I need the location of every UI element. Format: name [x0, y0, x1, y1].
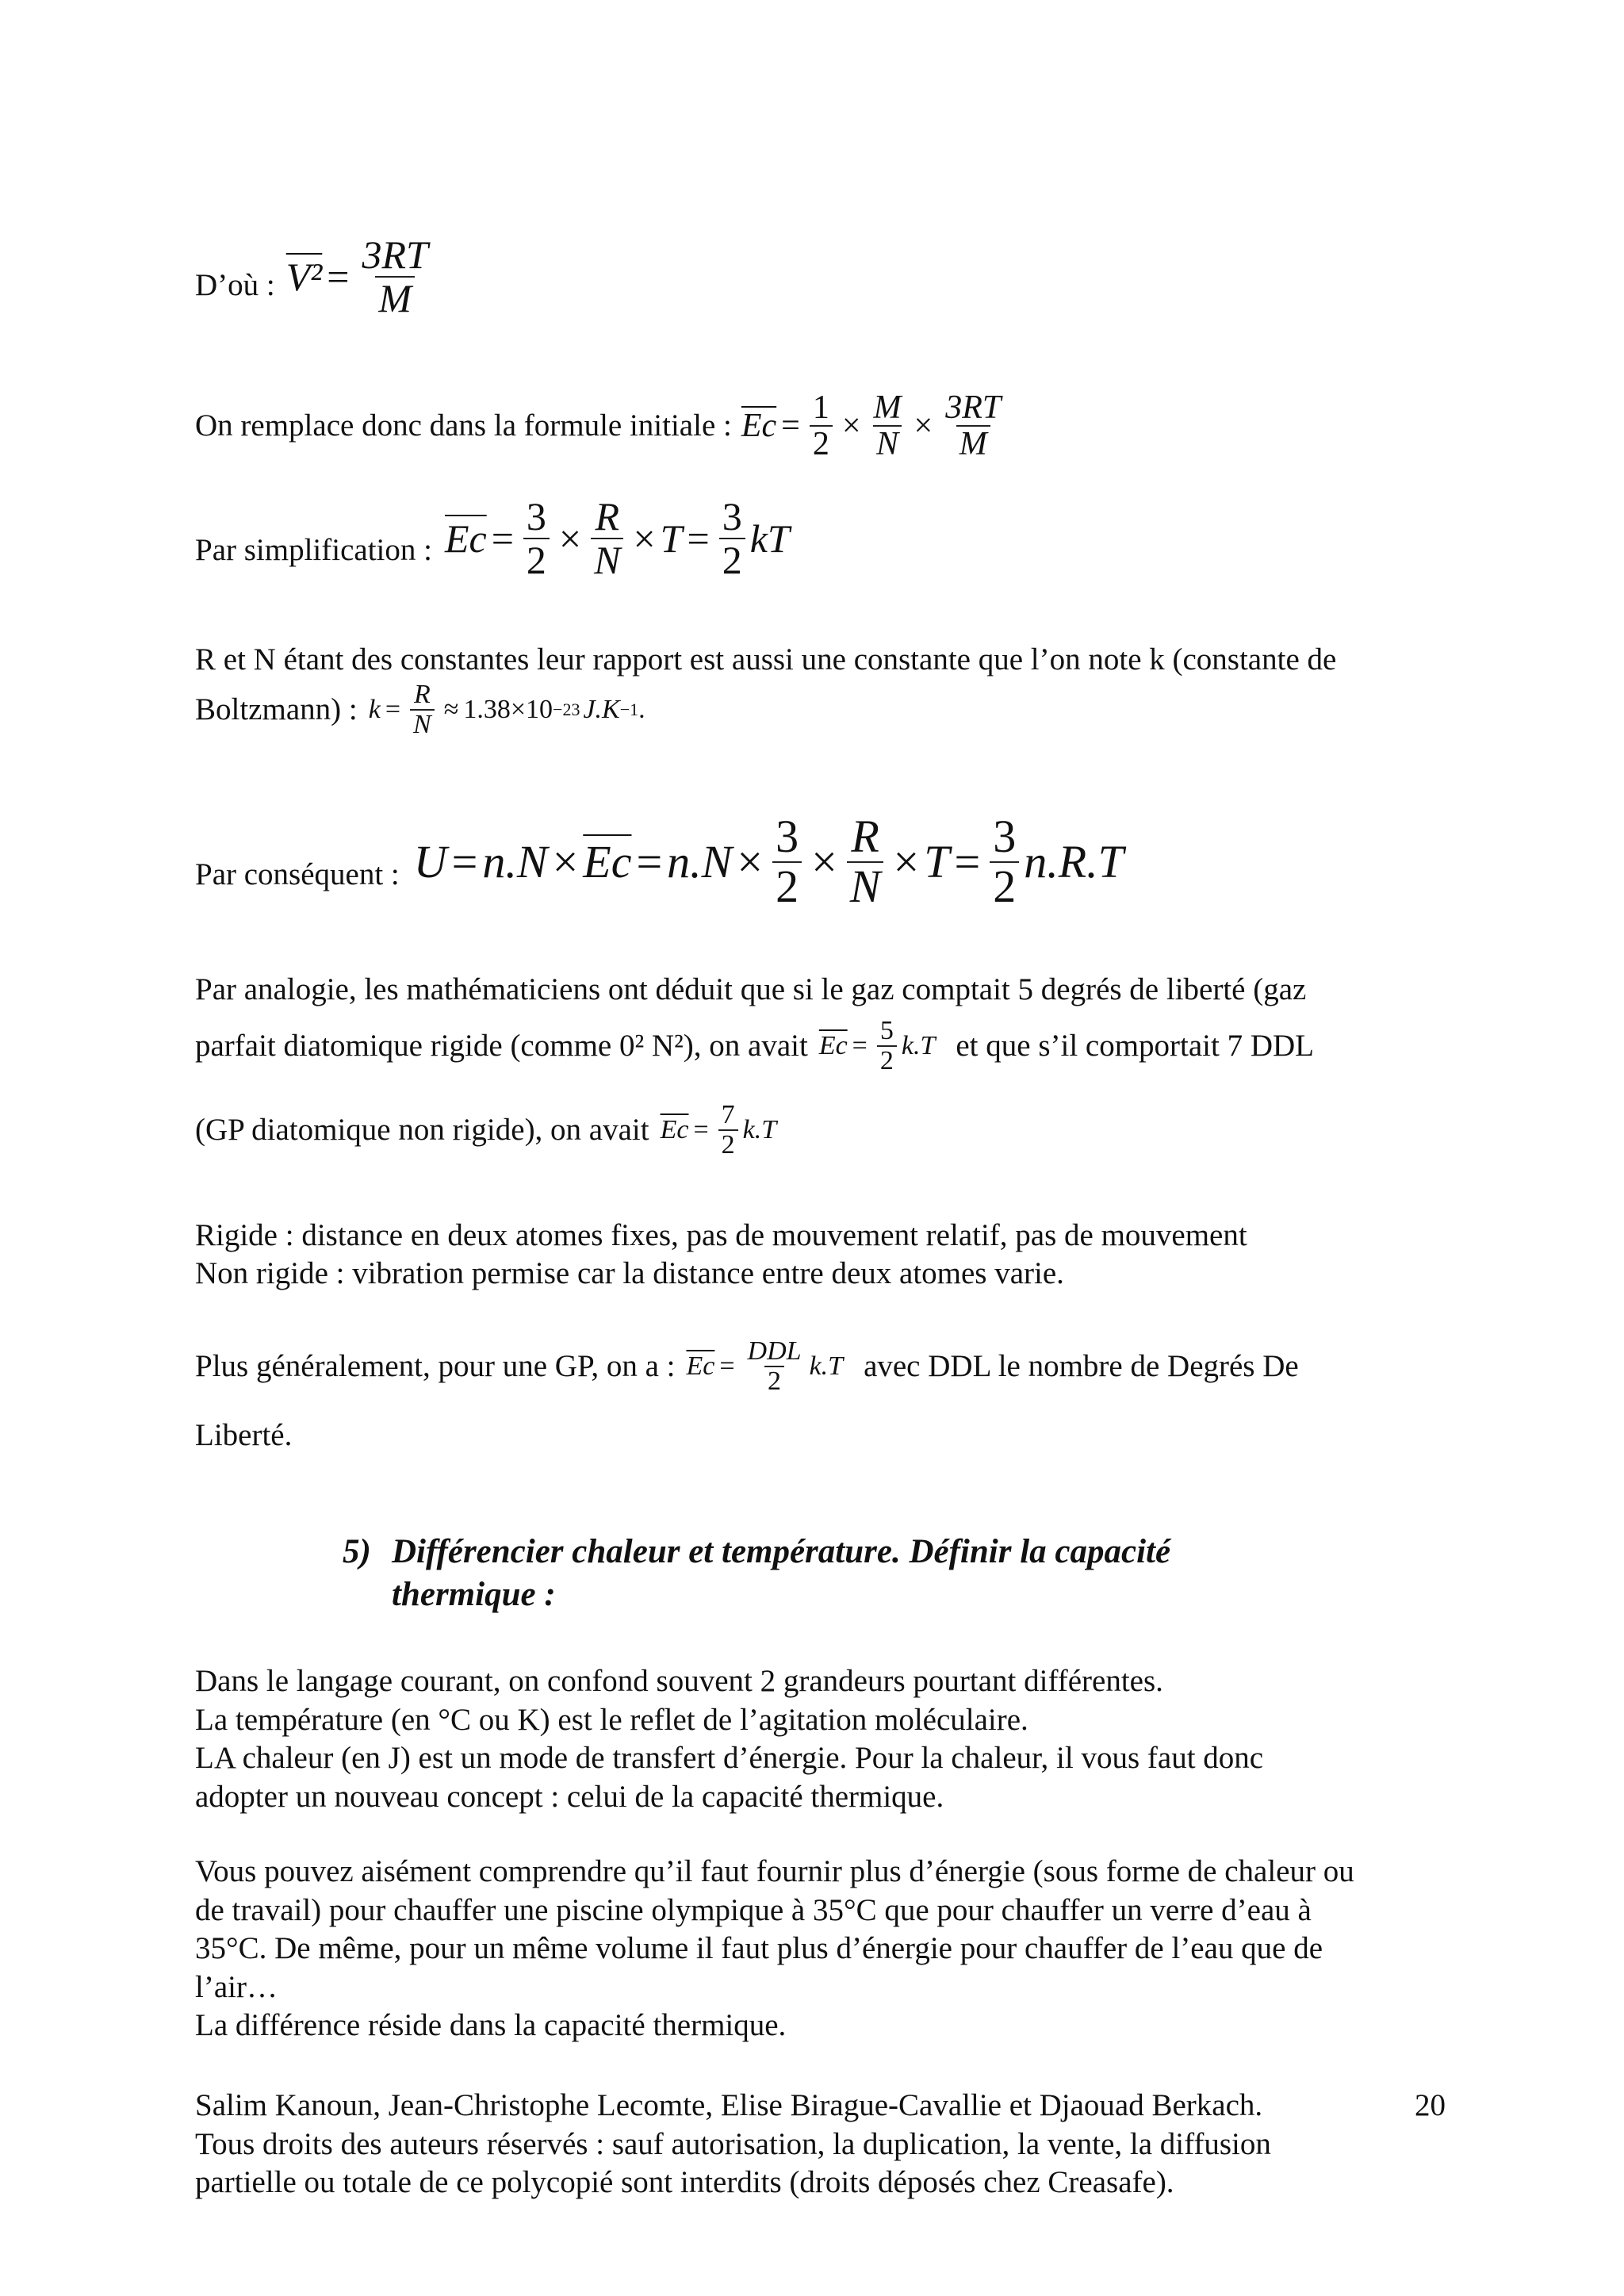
kt-symbol: kT — [749, 516, 790, 561]
boltzmann-line2: Boltzmann) : k = $\frac{R}{N}$ ≈ 1.38×10 −23 J.K −1 . — [195, 680, 645, 739]
frac-num: DDL — [747, 1336, 802, 1366]
frac-den: 2 — [718, 1129, 738, 1159]
kt-symbol: k.T — [901, 1030, 936, 1060]
consequent-label: Par conséquent : — [195, 857, 400, 891]
ec-symbol: $\overline{Ec}$ — [686, 1351, 715, 1381]
t-symbol: T — [924, 835, 950, 887]
paragraph-line: Dans le langage courant, on confond souvent 2 grandeurs pourtant différentes. — [195, 1664, 1163, 1698]
v2-symbol: V² — [285, 254, 323, 299]
page-number: 20 — [1415, 2088, 1446, 2122]
frac-num: 3 — [776, 811, 799, 862]
frac-den: N — [410, 709, 435, 739]
heading-line1: Différencier chaleur et température. Définir la capacité — [392, 1533, 1171, 1570]
frac-den: M — [375, 276, 415, 320]
nrt-symbol: n.R.T — [1024, 835, 1124, 887]
ec-symbol: $\overline{Ec}$ — [818, 1030, 848, 1060]
frac-den: N — [847, 861, 884, 911]
footer — [195, 2087, 1271, 2202]
analogie-line3: (GP diatomique non rigide), on avait $\overline{Ec}$ = $\frac{7}{2}$ k.T — [195, 1100, 777, 1159]
equation-remplace: On remplace donc dans la formule initiale : $\overline{Ec}$ = $\frac{1}{2}$ × $\frac{M}{N}$ × $\frac{3RT}{M}$ — [195, 390, 1009, 462]
frac-num: 3 — [526, 494, 546, 539]
footer-rights: partielle ou totale de ce polycopié sont interdits (droits déposés chez Creasafe). — [195, 2165, 1174, 2199]
frac-den: 2 — [719, 538, 745, 581]
paragraph-2 — [195, 1853, 1354, 2045]
kt-symbol: k.T — [742, 1114, 777, 1144]
analogie-line1: Par analogie, les mathématiciens ont déduit que si le gaz comptait 5 degrés de liberté (gaz — [195, 972, 1307, 1006]
frac-den: N — [873, 425, 902, 462]
footer-authors: Salim Kanoun, Jean-Christophe Lecomte, Elise Birague-Cavallie et Djaouad Berkach. — [195, 2088, 1263, 2122]
frac-den: 2 — [810, 425, 833, 462]
paragraph-line: LA chaleur (en J) est un mode de transfert d’énergie. Pour la chaleur, il vous faut donc — [195, 1741, 1264, 1775]
paragraph-line: La température (en °C ou K) est le reflet de l’agitation moléculaire. — [195, 1702, 1028, 1737]
frac-num: 7 — [721, 1100, 735, 1129]
frac-num: R — [595, 494, 620, 539]
analogie-text: et que s’il comportait 7 DDL — [956, 1028, 1315, 1063]
frac-num: 3RT — [945, 389, 1002, 426]
frac-num: 1 — [812, 389, 829, 426]
ec-symbol: $\overline{Ec}$ — [583, 835, 632, 887]
boltzmann-unit: J.K — [583, 694, 620, 724]
general-text: Plus généralement, pour une GP, on a : — [195, 1348, 676, 1383]
ec-symbol: $\overline{Ec}$ — [741, 408, 777, 445]
paragraph-1 — [195, 1662, 1263, 1816]
ec-symbol: $\overline{Ec}$ — [660, 1114, 689, 1144]
frac-den: 2 — [764, 1366, 784, 1396]
frac-den: M — [956, 425, 990, 462]
paragraph-line: adopter un nouveau concept : celui de la capacité thermique. — [195, 1779, 944, 1814]
non-rigide-line: Non rigide : vibration permise car la distance entre deux atomes varie. — [195, 1256, 1064, 1290]
paragraph-line: 35°C. De même, pour un même volume il faut plus d’énergie pour chauffer de l’eau que de — [195, 1931, 1323, 1965]
kt-symbol: k.T — [809, 1351, 844, 1381]
equation-v2: D’où : V² = $\frac{3RT}{M}$ — [195, 234, 436, 319]
unit-exponent: −1 — [619, 699, 639, 719]
boltzmann-value: 1.38×10 — [463, 694, 553, 724]
paragraph-line: l’air… — [195, 1969, 278, 2004]
boltzmann-label: Boltzmann) : — [195, 692, 358, 726]
k-symbol: k — [368, 694, 381, 724]
equation-simplification: Par simplification : $\overline{Ec}$ = $\frac{3}{2}$ × $\frac{R}{N}$ × T = $\frac{3}{2}$ kT — [195, 494, 790, 582]
frac-num: 3RT — [362, 232, 428, 277]
nN-symbol: n.N — [482, 835, 548, 887]
frac-num: M — [873, 389, 902, 426]
frac-den: 2 — [523, 538, 550, 581]
ec-symbol: $\overline{Ec}$ — [444, 516, 487, 561]
section-heading — [343, 1531, 1170, 1616]
t-symbol: T — [660, 516, 683, 561]
frac-num: R — [851, 811, 879, 862]
frac-den: 2 — [990, 861, 1019, 911]
equation-consequent: Par conséquent : U = n.N × $\overline{Ec}$ = n.N × $\frac{3}{2}$ × $\frac{R}{N}$ × T = $\frac{3}{2}$ n.R.T — [195, 811, 1124, 912]
frac-num: R — [413, 680, 431, 709]
heading-number: 5) — [343, 1533, 371, 1570]
rigide-line: Rigide : distance en deux atomes fixes, pas de mouvement relatif, pas de mouvement — [195, 1218, 1247, 1252]
analogie-text: parfait diatomique rigide (comme 0² N²), on avait — [195, 1028, 808, 1063]
nN-symbol: n.N — [667, 835, 733, 887]
frac-num: 3 — [722, 494, 742, 539]
boltzmann-line1: R et N étant des constantes leur rapport est aussi une constante que l’on note k (constante de — [195, 642, 1337, 677]
analogie-line2: parfait diatomique rigide (comme 0² N²), on avait $\overline{Ec}$ = $\frac{5}{2}$ k.T et que s’il comportait 7 DDL — [195, 1016, 1315, 1075]
frac-num: 3 — [993, 811, 1017, 862]
footer-rights: Tous droits des auteurs réservés : sauf autorisation, la duplication, la vente, la diffusion — [195, 2126, 1271, 2161]
paragraph-line: de travail) pour chauffer une piscine olympique à 35°C que pour chauffer un verre d’eau à — [195, 1892, 1312, 1927]
remplace-label: On remplace donc dans la formule initiale : — [195, 408, 732, 443]
frac-den: N — [591, 538, 623, 581]
frac-den: 2 — [772, 861, 802, 911]
boltzmann-exponent: −23 — [553, 699, 580, 719]
general-text: avec DDL le nombre de Degrés De — [864, 1348, 1299, 1383]
general-line1: Plus généralement, pour une GP, on a : $\overline{Ec}$ = $\frac{\text{DDL}}{2}$ k.T avec DDL le nombre de Degrés De — [195, 1336, 1299, 1396]
heading-line2: thermique : — [392, 1576, 556, 1613]
dou-label: D’où : — [195, 267, 275, 302]
u-symbol: U — [413, 835, 447, 887]
frac-num: 5 — [879, 1016, 894, 1045]
analogie-text: (GP diatomique non rigide), on avait — [195, 1112, 649, 1147]
paragraph-line: Vous pouvez aisément comprendre qu’il faut fournir plus d’énergie (sous forme de chaleur ou — [195, 1854, 1354, 1888]
frac-den: 2 — [877, 1045, 897, 1075]
general-line2: Liberté. — [195, 1418, 293, 1452]
paragraph-line: La différence réside dans la capacité thermique. — [195, 2008, 787, 2042]
simp-label: Par simplification : — [195, 532, 432, 567]
